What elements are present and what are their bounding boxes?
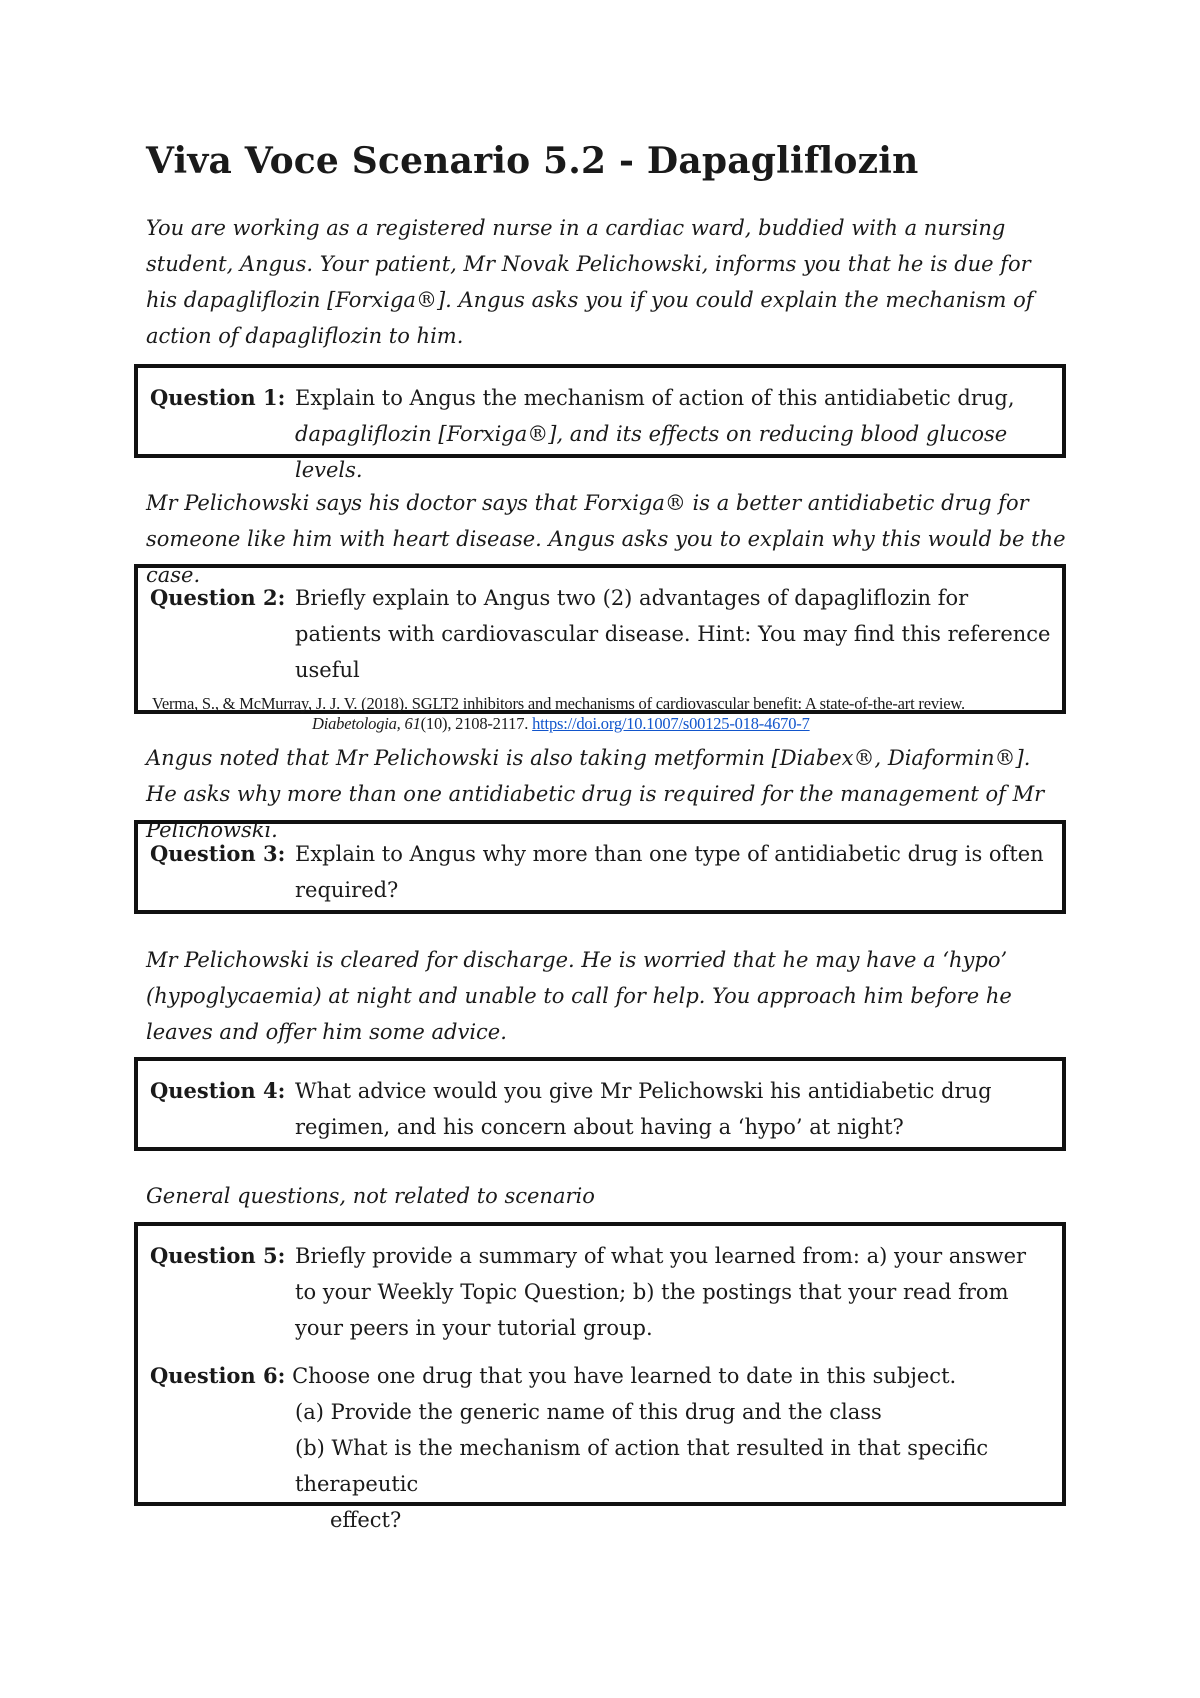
question-text: Explain to Angus why more than one type of antidiabetic drug is often required?: [295, 842, 1044, 902]
question-label: Question 6:: [150, 1363, 286, 1388]
question-text-line: dapagliflozin [Forxiga®], and its effects on reducing blood glucose levels.: [295, 422, 1008, 482]
question-text: Briefly provide a summary of what you learned from: a) your answer to your Weekly Topic Question; b) the postings that your read from your peers in your tutorial group.: [295, 1244, 1027, 1340]
scenario-paragraph-3: Angus noted that Mr Pelichowski is also taking metformin [Diabex®, Diaformin®]. He asks why more than one antidiabetic drug is required for the management of Mr Pelichowski.: [146, 746, 1045, 842]
page-title: Viva Voce Scenario 5.2 - Dapagliflozin: [146, 140, 919, 182]
question-box-3: [134, 820, 1066, 914]
scenario-paragraph-4: Mr Pelichowski is cleared for discharge. He is worried that he may have a ‘hypo’ (hypoglycaemia) at night and unable to call for help. You approach him before he leaves and offer him some advice.: [146, 948, 1012, 1044]
question-label: Question 4:: [150, 1078, 286, 1103]
question-box-4: [134, 1057, 1066, 1151]
question-part-b: (b) What is the mechanism of action that resulted in that specific therapeutic: [295, 1436, 989, 1496]
question-text-line: Explain to Angus the mechanism of action of this antidiabetic drug,: [295, 386, 1015, 410]
question-label: Question 2:: [150, 585, 286, 610]
reference-issue: (10), 2108-2117.: [420, 714, 529, 733]
question-box-1: [134, 364, 1066, 482]
reference-journal: Diabetologia, 61: [312, 714, 421, 733]
question-text: Briefly explain to Angus two (2) advantages of dapagliflozin for patients with cardiovascular disease. Hint: You may find this reference useful: [295, 586, 1051, 682]
question-6: [150, 1358, 1052, 1538]
reference-authors: Verma, S., & McMurray, J. J. V. (2018). SGLT2 inhibitors and mechanisms of cardiovascular benefit: A state-of-the-art review.: [152, 694, 965, 713]
reference-citation: [150, 694, 1052, 734]
question-text: What advice would you give Mr Pelichowski his antidiabetic drug regimen, and his concern about having a ‘hypo’ at night?: [295, 1079, 992, 1139]
question-part-b-continued: effect?: [330, 1508, 402, 1532]
scenario-paragraph-2: Mr Pelichowski says his doctor says that Forxiga® is a better antidiabetic drug for someone like him with heart disease. Angus asks you to explain why this would be the case.: [146, 491, 1066, 587]
question-label: Question 5:: [150, 1243, 286, 1268]
question-box-5-6: [134, 1222, 1066, 1532]
general-questions-heading: General questions, not related to scenario: [146, 1184, 595, 1208]
reference-doi-link[interactable]: https://doi.org/10.1007/s00125-018-4670-7: [532, 714, 810, 733]
question-text: Choose one drug that you have learned to date in this subject.: [292, 1364, 957, 1388]
question-part-a: (a) Provide the generic name of this drug and the class: [295, 1400, 882, 1424]
question-label: Question 1:: [150, 385, 286, 410]
scenario-paragraph-1: You are working as a registered nurse in a cardiac ward, buddied with a nursing student, Angus. Your patient, Mr Novak Pelichowski, informs you that he is due for his dapagliflozin [Forxiga®]. Angus asks you if you could explain the mechanism of action of dapagliflozin to him.: [146, 216, 1034, 348]
question-box-2: [134, 564, 1066, 733]
question-label: Question 3:: [150, 841, 286, 866]
